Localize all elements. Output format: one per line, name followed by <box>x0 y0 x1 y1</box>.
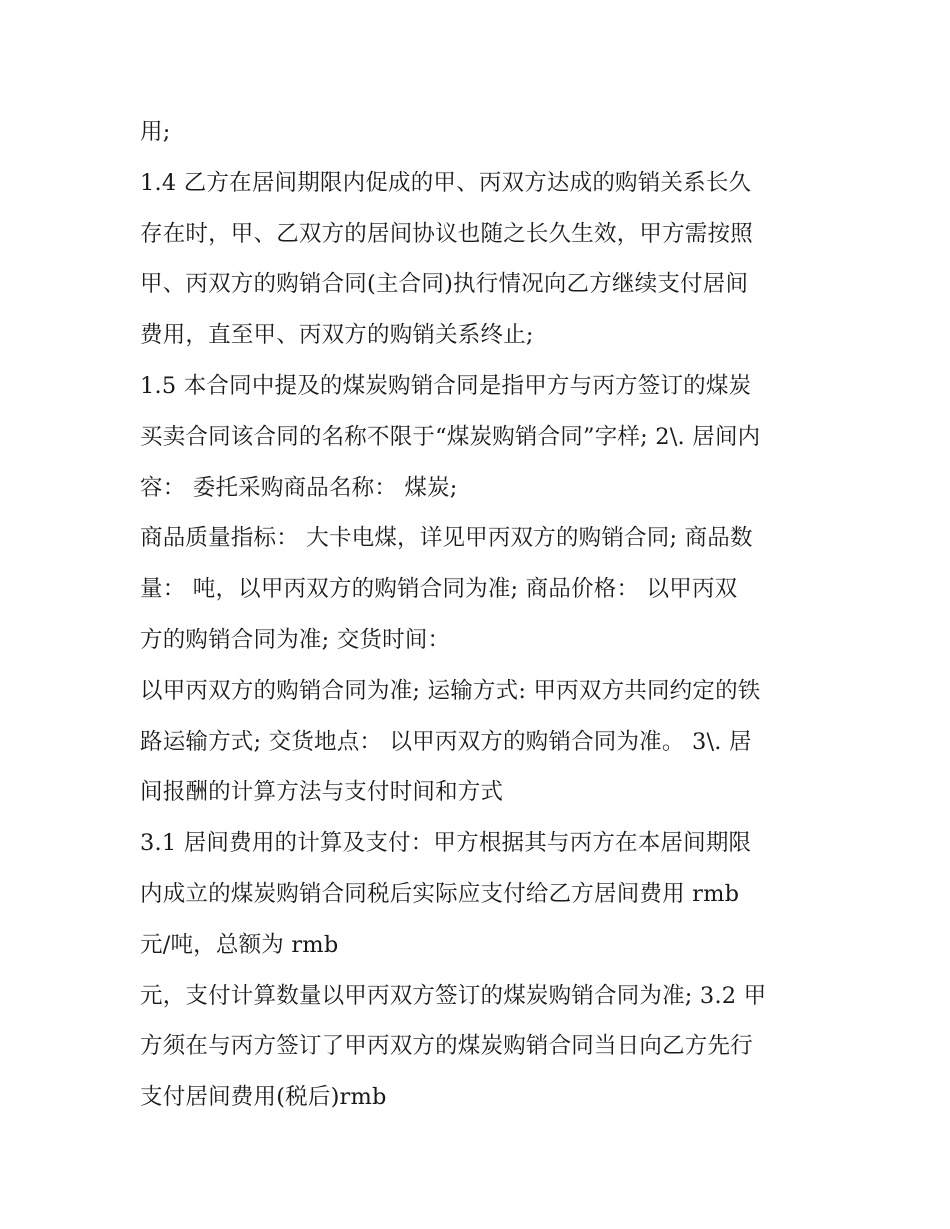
text-line: 间报酬的计算方法与支付时间和方式 <box>140 779 504 806</box>
text-line: 路运输方式; 交货地点： 以甲丙双方的购销合同为准。 3\. 居 <box>140 728 752 755</box>
text-line: 容： 委托采购商品名称： 煤炭; <box>140 474 458 501</box>
text-line: 3.1 居间费用的计算及支付：甲方根据其与丙方在本居间期限 <box>140 830 752 857</box>
text-line: 用; <box>140 119 171 145</box>
text-line: 以甲丙双方的购销合同为准; 运输方式: 甲丙双方共同约定的铁 <box>140 677 761 704</box>
text-line: 商品质量指标： 大卡电煤，详见甲丙双方的购销合同; 商品数 <box>140 525 753 552</box>
text-line: 支付居间费用(税后)rmb <box>140 1084 387 1111</box>
text-line: 存在时，甲、乙双方的居间协议也随之长久生效，甲方需按照 <box>140 220 753 247</box>
document-page <box>140 107 820 1123</box>
text-line: 1.5 本合同中提及的煤炭购销合同是指甲方与丙方签订的煤炭 <box>140 372 752 399</box>
text-line: 元/吨，总额为 rmb <box>140 931 339 958</box>
text-line: 买卖合同该合同的名称不限于“煤炭购销合同”字样; 2\. 居间内 <box>140 423 761 450</box>
text-line: 内成立的煤炭购销合同税后实际应支付给乙方居间费用 rmb <box>140 880 740 907</box>
text-line: 元，支付计算数量以甲丙双方签订的煤炭购销合同为准; 3.2 甲 <box>140 982 767 1009</box>
text-line: 方的购销合同为准; 交货时间： <box>140 626 451 653</box>
text-line: 1.4 乙方在居间期限内促成的甲、丙双方达成的购销关系长久 <box>140 169 752 196</box>
text-line: 方须在与丙方签订了甲丙双方的煤炭购销合同当日向乙方先行 <box>140 1033 753 1060</box>
text-line: 费用，直至甲、丙双方的购销关系终止; <box>140 322 534 349</box>
text-line: 甲、丙双方的购销合同(主合同)执行情况向乙方继续支付居间 <box>140 271 749 298</box>
text-line: 量： 吨，以甲丙双方的购销合同为准; 商品价格： 以甲丙双 <box>140 576 738 603</box>
